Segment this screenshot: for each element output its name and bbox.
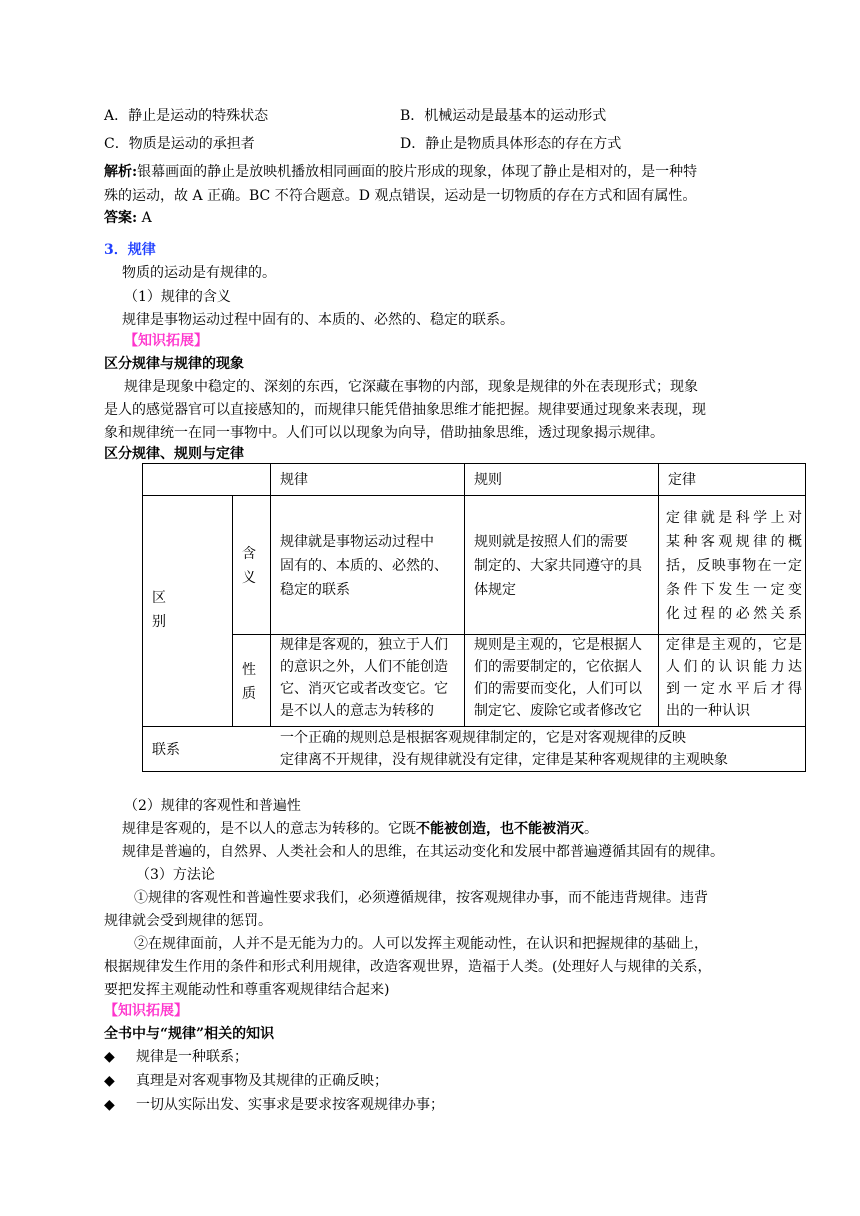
- cell-meaning-law: [280, 530, 458, 602]
- heading-law-rule-theorem: 区分规律、规则与定律: [104, 446, 244, 462]
- link-label: 联系: [152, 742, 180, 758]
- knowledge-extension-tag: 【知识拓展】: [124, 333, 208, 349]
- cell-meaning-theorem: [666, 506, 802, 626]
- list-item-text: 规律是一种联系；: [136, 1049, 248, 1065]
- list-item: [104, 1071, 388, 1091]
- list-item-text: 一切从实际出发、实事求是要求按客观规律办事；: [136, 1097, 444, 1113]
- cell-line: 规则是主观的，它是根据人: [474, 637, 642, 653]
- option-c: C．物质是运动的承担者: [104, 136, 255, 152]
- option-d: D．静止是物质具体形态的存在方式: [400, 136, 622, 152]
- section-intro: 物质的运动是有规律的。: [122, 265, 276, 281]
- cell-line: 化过程的必然关系: [666, 606, 802, 622]
- subheading-methodology: （3）方法论: [136, 867, 215, 883]
- cell-line: 条件下发生一定变: [666, 582, 802, 598]
- cell-line: 的意识之外，人们不能创造: [280, 659, 448, 675]
- cell-line: 一个正确的规则总是根据客观规律制定的，它是对客观规律的反映: [280, 730, 686, 746]
- table-divider: [232, 495, 233, 726]
- cell-line: 规律是客观的，独立于人们: [280, 637, 448, 653]
- cell-line: 到一定水平后才得: [666, 681, 802, 697]
- paragraph-line: 要把发挥主观能动性和尊重客观规律结合起来): [104, 982, 390, 998]
- objectivity-end: 。: [584, 821, 598, 837]
- analysis-line-1: [104, 162, 697, 182]
- comparison-table: [142, 463, 806, 772]
- row-group-label-1: 区: [152, 590, 166, 606]
- cell-line: 出的一种认识: [666, 703, 750, 719]
- cell-link: [280, 727, 728, 771]
- subheading-meaning: （1）规律的含义: [124, 289, 231, 305]
- meaning-label-2: 义: [242, 570, 256, 586]
- paragraph-line: 象和规律统一在同一事物中。人们可以以现象为向导，借助抽象思维，透过现象揭示规律。: [104, 425, 664, 441]
- cell-line: 制定它、废除它或者修改它: [474, 703, 642, 719]
- cell-nature-rule: [474, 634, 652, 722]
- diamond-bullet-icon: ◆: [104, 1073, 115, 1089]
- cell-line: 定律离不开规律，没有规律就没有定律，定律是某种客观规律的主观映象: [280, 752, 728, 768]
- answer-label: 答案:: [104, 210, 138, 226]
- table-divider: [658, 464, 659, 726]
- heading-law-vs-phenomenon: 区分规律与规律的现象: [104, 356, 244, 372]
- paragraph-line: ①规律的客观性和普遍性要求我们，必须遵循规律，按客观规律办事，而不能违背规律。违背: [134, 890, 708, 906]
- cell-nature-theorem: [666, 634, 802, 722]
- answer-value: A: [137, 210, 152, 226]
- row-group-label-2: 别: [152, 614, 166, 630]
- paragraph-line: ②在规律面前，人并不是无能为力的。人可以发挥主观能动性，在认识和把握规律的基础上，: [134, 936, 708, 952]
- objectivity-line: [122, 819, 598, 839]
- universality-line: 规律是普遍的，自然界、人类社会和人的思维，在其运动变化和发展中都普遍遵循其固有的规律。: [122, 844, 724, 860]
- list-item: [104, 1047, 248, 1067]
- diamond-bullet-icon: ◆: [104, 1049, 115, 1065]
- paragraph-line: 规律是现象中稳定的、深刻的东西，它深藏在事物的内部，现象是规律的外在表现形式；现象: [124, 379, 698, 395]
- diamond-bullet-icon: ◆: [104, 1097, 115, 1113]
- header-theorem: 定律: [668, 472, 696, 488]
- cell-line: 规律就是事物运动过程中: [280, 534, 434, 550]
- meaning-label-1: 含: [242, 546, 256, 562]
- objectivity-emphasis: 不能被创造，也不能被消灭: [416, 821, 584, 837]
- cell-line: 人们的认识能力达: [666, 659, 802, 675]
- answer-line: [104, 208, 152, 228]
- heading-related-knowledge: 全书中与“规律”相关的知识: [104, 1026, 275, 1042]
- subheading-objectivity: （2）规律的客观性和普遍性: [124, 798, 301, 814]
- cell-line: 们的需要制定的，它依据人: [474, 659, 642, 675]
- cell-line: 某种客观规律的概: [666, 534, 802, 550]
- cell-line: 括，反映事物在一定: [666, 558, 802, 574]
- list-item: [104, 1095, 444, 1115]
- header-law: 规律: [280, 472, 308, 488]
- cell-line: 定律是主观的，它是: [666, 637, 802, 653]
- cell-line: 体规定: [474, 582, 516, 598]
- cell-meaning-rule: [474, 530, 652, 602]
- option-b: B．机械运动是最基本的运动形式: [400, 108, 607, 124]
- nature-label-2: 质: [242, 686, 256, 702]
- nature-label-1: 性: [242, 662, 256, 678]
- cell-line: 它、消灭它或者改变它。它: [280, 681, 448, 697]
- cell-line: 规则就是按照人们的需要: [474, 534, 628, 550]
- header-rule: 规则: [474, 472, 502, 488]
- analysis-line-2: 殊的运动，故 A 正确。BC 不符合题意。D 观点错误，运动是一切物质的存在方式和固有属性。: [104, 188, 697, 204]
- cell-line: 固有的、本质的、必然的、: [280, 558, 448, 574]
- cell-line: 稳定的联系: [280, 582, 350, 598]
- analysis-label: 解析:: [104, 164, 138, 180]
- knowledge-extension-tag: 【知识拓展】: [104, 1003, 188, 1019]
- objectivity-text: 规律是客观的，是不以人的意志为转移的。它既: [122, 821, 416, 837]
- cell-line: 们的需要而变化，人们可以: [474, 681, 642, 697]
- paragraph-line: 规律就会受到规律的惩罚。: [104, 913, 272, 929]
- table-divider: [143, 495, 805, 496]
- paragraph-line: 是人的感觉器官可以直接感知的，而规律只能凭借抽象思维才能把握。规律要通过现象来表现，现: [104, 402, 706, 418]
- table-divider: [464, 464, 465, 726]
- cell-line: 制定的、大家共同遵守的具: [474, 558, 642, 574]
- option-a: A．静止是运动的特殊状态: [104, 108, 269, 124]
- analysis-text-1: 银幕画面的静止是放映机播放相同画面的胶片形成的现象，体现了静止是相对的，是一种特: [137, 164, 698, 180]
- cell-nature-law: [280, 634, 458, 722]
- cell-line: 定律就是科学上对: [666, 510, 802, 526]
- table-divider: [270, 464, 271, 726]
- section-heading: 3．规律: [104, 242, 156, 258]
- list-item-text: 真理是对客观事物及其规律的正确反映；: [136, 1073, 388, 1089]
- cell-line: 是不以人的意志为转移的: [280, 703, 434, 719]
- paragraph-line: 根据规律发生作用的条件和形式利用规律，改造客观世界，造福于人类。(处理好人与规律的关系，: [104, 959, 712, 975]
- law-definition: 规律是事物运动过程中固有的、本质的、必然的、稳定的联系。: [122, 312, 514, 328]
